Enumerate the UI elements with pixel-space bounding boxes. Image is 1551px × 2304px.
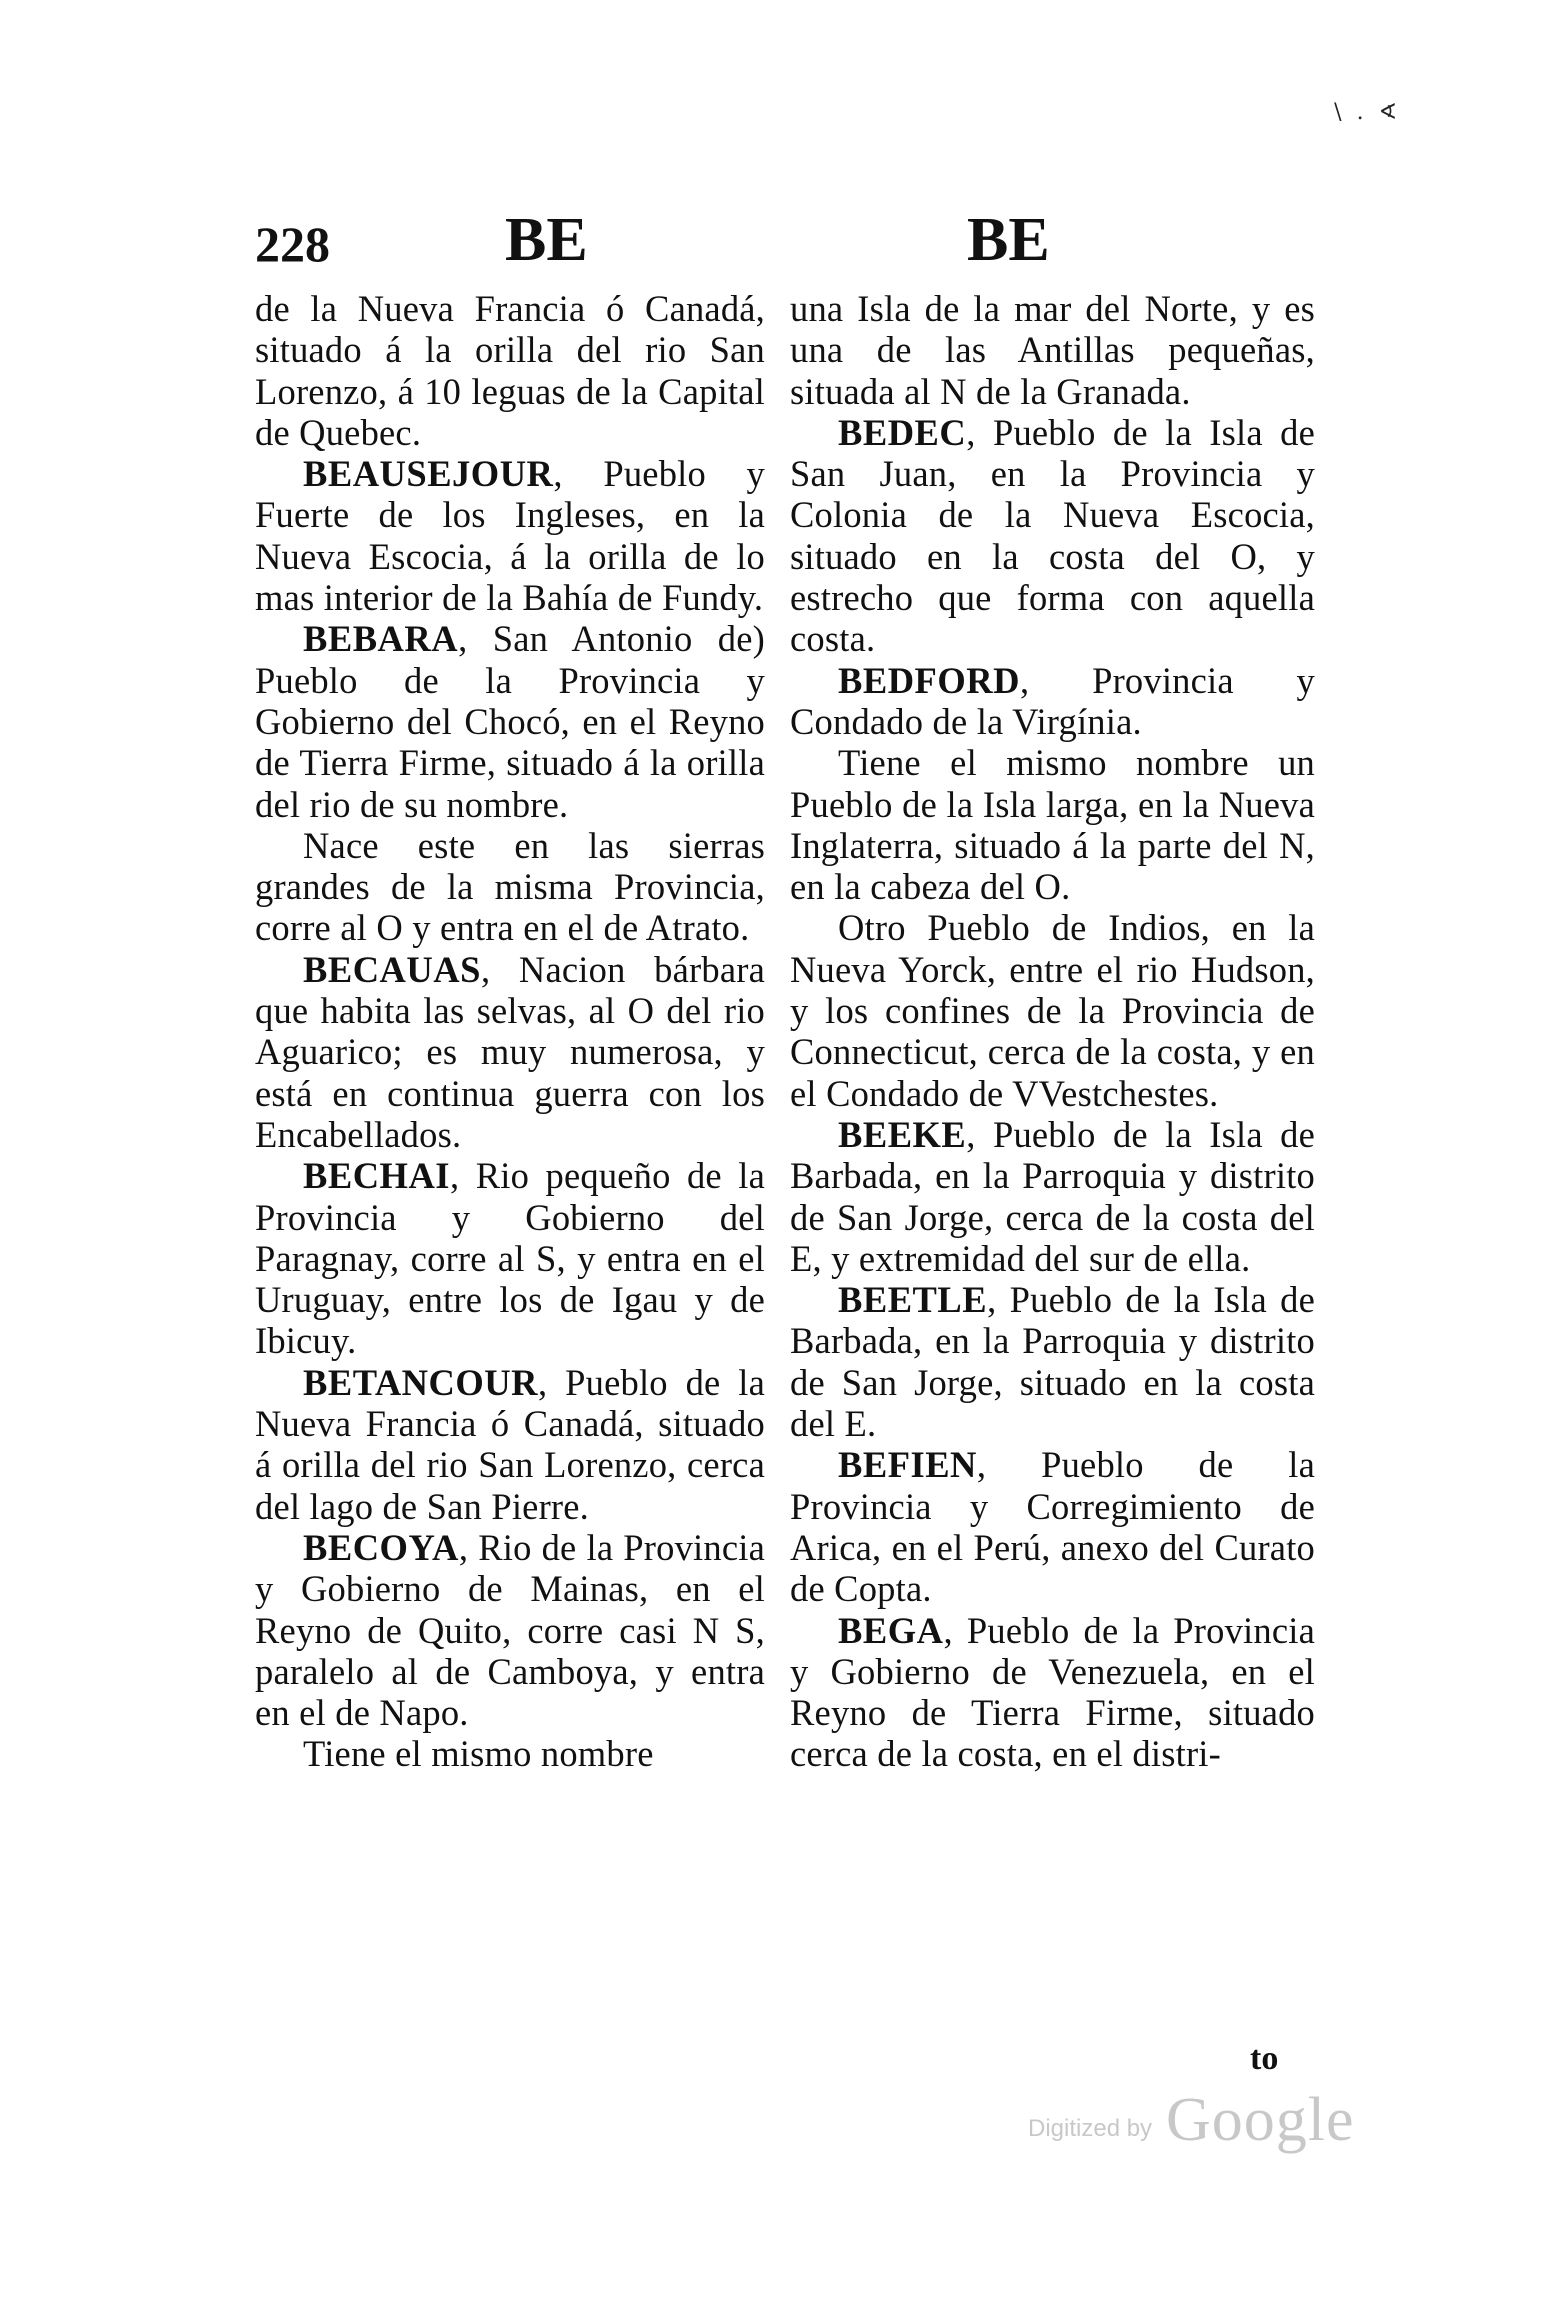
entry-headword: BEGA [838, 1609, 944, 1651]
right-column-entry [790, 742, 1315, 907]
right-column-entry [790, 1279, 1315, 1444]
entry-text: de la Nueva Francia ó Canadá, situado á la orilla del rio San Lorenzo, á 10 leguas de la Capital de Quebec. [255, 288, 765, 453]
page-number: 228 [255, 216, 330, 272]
digitized-stamp [1028, 2085, 1355, 2155]
entry-text: Nace este en las sierras grandes de la misma Provincia, corre al O y entra en el de Atrato. [255, 824, 765, 949]
entry-text: Otro Pueblo de Indios, en la Nueva Yorck, entre el rio Hudson, y los confines de la Provincia de Connecticut, cerca de la costa, y en el Condado de VVestchestes. [790, 907, 1315, 1114]
entry-headword: BEEKE [838, 1113, 967, 1155]
entry-headword: BECHAI [303, 1155, 451, 1197]
entry-headword: BETANCOUR [303, 1361, 539, 1403]
entry-headword: BEBARA [303, 618, 459, 660]
right-column-entry [790, 907, 1315, 1113]
entry-text: , Pueblo y Fuerte de los Ingleses, en la Nueva Escocia, á la orilla de lo mas interior de la Bahía de Fundy. [255, 453, 765, 619]
digitized-label: Digitized by [1028, 2115, 1153, 2142]
entry-text: , Nacion bárbara que habita las selvas, al O del rio Aguarico; es muy numerosa, y está en continua guerra con los Encabellados. [255, 948, 765, 1155]
entry-headword: BEDEC [838, 411, 967, 453]
left-column-entry [255, 1527, 765, 1733]
right-column [790, 288, 1315, 1775]
left-column-entry [255, 949, 765, 1155]
entry-text: , Pueblo de la Provincia y Corregimiento de Arica, en el Perú, anexo del Curato de Copta. [790, 1444, 1315, 1610]
running-head-left: BE [505, 206, 588, 274]
right-column-entry [790, 1610, 1315, 1775]
entry-text: , San Antonio de) Pueblo de la Provincia y Gobierno del Chocó, en el Reyno de Tierra Firme, situado á la orilla del rio de su nombre. [255, 618, 765, 825]
left-column-entry [255, 1155, 765, 1361]
entry-headword: BEDFORD [838, 659, 1020, 701]
entry-headword: BECAUAS [303, 948, 481, 990]
entry-text: una Isla de la mar del Norte, y es una de las Antillas pequeñas, situada al N de la Granada. [790, 288, 1315, 412]
entry-headword: BEAUSEJOUR [303, 453, 554, 495]
entry-headword: BEETLE [838, 1279, 988, 1321]
left-column-entry [255, 1733, 765, 1774]
left-column [255, 288, 765, 1775]
google-logo: Google [1166, 2086, 1355, 2154]
entry-text: Tiene el mismo nombre un Pueblo de la Isla larga, en la Nueva Inglaterra, situado á la parte del N, en la cabeza del O. [790, 742, 1315, 908]
running-head-right: BE [967, 206, 1050, 274]
left-column-entry [255, 825, 765, 949]
entry-headword: BEFIEN [838, 1444, 977, 1486]
entry-text: , Rio pequeño de la Provincia y Gobierno del Paragnay, corre al S, y entra en el Uruguay, entre los de Igau y de Ibicuy. [255, 1155, 765, 1362]
right-column-entry [790, 1114, 1315, 1279]
entry-text: , Pueblo de la Isla de Barbada, en la Parroquia y distrito de San Jorge, cerca de la costa del E, y extremidad del sur de ella. [790, 1113, 1315, 1279]
entry-text: , Pueblo de la Isla de San Juan, en la Provincia y Colonia de la Nueva Escocia, situado en la costa del O, y estrecho que forma con aquella costa. [790, 411, 1315, 660]
left-column-entry [255, 288, 765, 453]
right-column-entry [790, 412, 1315, 660]
entry-text: , Rio de la Provincia y Gobierno de Mainas, en el Reyno de Quito, corre casi N S, paralelo al de Camboya, y entra en el de Napo. [255, 1526, 765, 1734]
entry-text: , Pueblo de la Provincia y Gobierno de Venezuela, en el Reyno de Tierra Firme, situado cerca de la costa, en el distri- [790, 1609, 1315, 1775]
entry-text: , Provincia y Condado de la Virgínia. [790, 659, 1315, 742]
entry-text: Tiene el mismo nombre [303, 1733, 654, 1775]
corner-mark: \ . ∢ [1334, 100, 1401, 125]
right-column-entry [790, 288, 1315, 412]
right-column-entry [790, 660, 1315, 743]
left-column-entry [255, 453, 765, 618]
left-column-entry [255, 1362, 765, 1527]
entry-headword: BECOYA [303, 1526, 459, 1568]
page-header [255, 205, 1315, 275]
catchword: to [1250, 2040, 1279, 2077]
right-column-entry [790, 1444, 1315, 1609]
entry-text: , Pueblo de la Nueva Francia ó Canadá, situado á orilla del rio San Lorenzo, cerca del lago de San Pierre. [255, 1361, 765, 1527]
left-column-entry [255, 618, 765, 824]
entry-text: , Pueblo de la Isla de Barbada, en la Parroquia y distrito de San Jorge, situado en la costa del E. [790, 1279, 1315, 1445]
